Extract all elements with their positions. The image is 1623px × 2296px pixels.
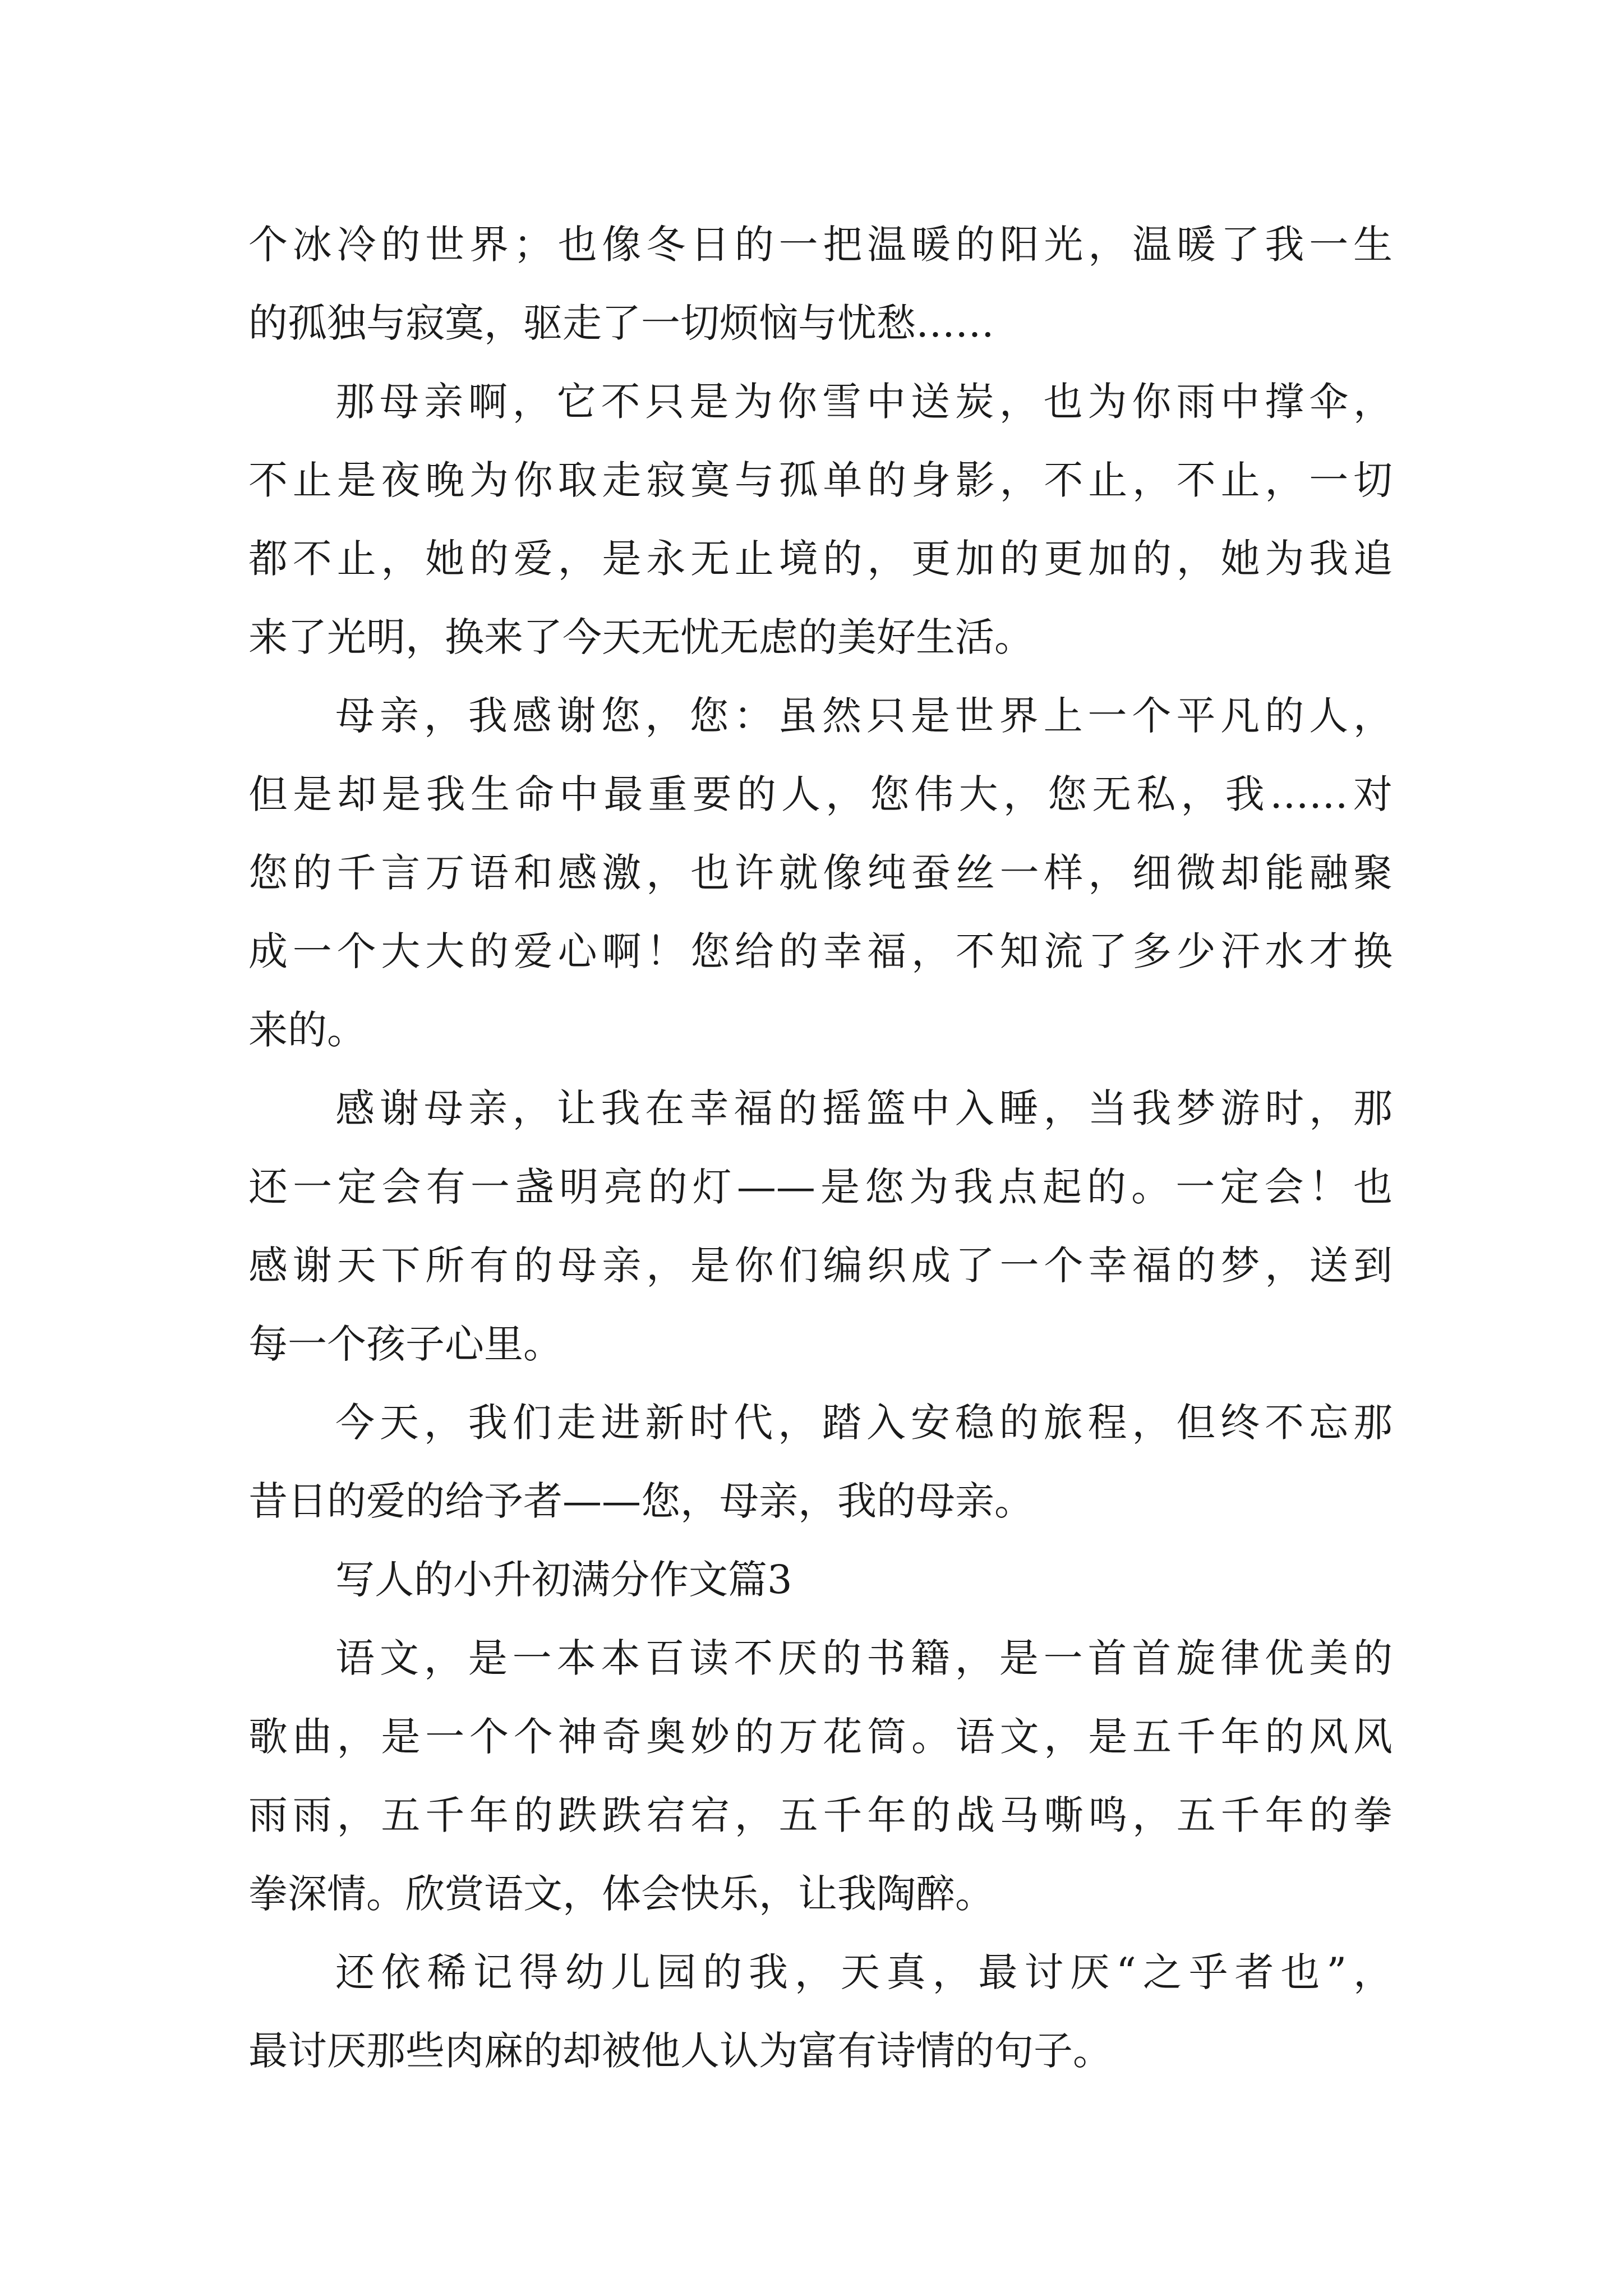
text-line: 雨雨，五千年的跌跌宕宕，五千年的战马嘶鸣，五千年的拳 xyxy=(248,1792,1393,1838)
text-line: 来了光明，换来了今天无忧无虑的美好生活。 xyxy=(248,614,1034,660)
text-line: 不止是夜晚为你取走寂寞与孤单的身影，不止，不止，一切 xyxy=(248,457,1393,503)
paragraph-first-line: 还依稀记得幼儿园的我，天真，最讨厌“之乎者也”， xyxy=(335,1949,1393,1995)
paragraph-first-line: 母亲，我感谢您，您：虽然只是世界上一个平凡的人， xyxy=(335,693,1393,739)
text-line: 还一定会有一盏明亮的灯——是您为我点起的。一定会！也 xyxy=(248,1164,1393,1210)
text-line: 歌曲，是一个个神奇奥妙的万花筒。语文，是五千年的风风 xyxy=(248,1714,1393,1760)
text-line: 每一个孩子心里。 xyxy=(248,1321,562,1367)
text-line: 最讨厌那些肉麻的却被他人认为富有诗情的句子。 xyxy=(248,2028,1112,2074)
text-line: 的孤独与寂寞，驱走了一切烦恼与忧愁…… xyxy=(248,300,994,346)
text-line: 都不止，她的爱，是永无止境的，更加的更加的，她为我追 xyxy=(248,536,1393,582)
paragraph-first-line: 那母亲啊，它不只是为你雪中送炭，也为你雨中撑伞， xyxy=(335,379,1393,425)
section-heading: 写人的小升初满分作文篇3 xyxy=(335,1557,792,1603)
text-line: 来的。 xyxy=(248,1007,366,1053)
paragraph-first-line: 感谢母亲，让我在幸福的摇篮中入睡，当我梦游时，那 xyxy=(335,1085,1393,1131)
text-line: 但是却是我生命中最重要的人，您伟大，您无私，我……对 xyxy=(248,771,1393,817)
text-line: 昔日的爱的给予者——您，母亲，我的母亲。 xyxy=(248,1478,1034,1524)
text-line: 个冰冷的世界；也像冬日的一把温暖的阳光，温暖了我一生 xyxy=(248,222,1393,268)
paragraph-first-line: 语文，是一本本百读不厌的书籍，是一首首旋律优美的 xyxy=(335,1635,1393,1681)
text-line: 成一个大大的爱心啊！您给的幸福，不知流了多少汗水才换 xyxy=(248,928,1393,974)
text-line: 您的千言万语和感激，也许就像纯蚕丝一样，细微却能融聚 xyxy=(248,850,1393,896)
paragraph-first-line: 今天，我们走进新时代，踏入安稳的旅程，但终不忘那 xyxy=(335,1400,1393,1446)
text-line: 拳深情。欣赏语文，体会快乐，让我陶醉。 xyxy=(248,1871,994,1917)
text-line: 感谢天下所有的母亲，是你们编织成了一个幸福的梦，送到 xyxy=(248,1243,1393,1289)
